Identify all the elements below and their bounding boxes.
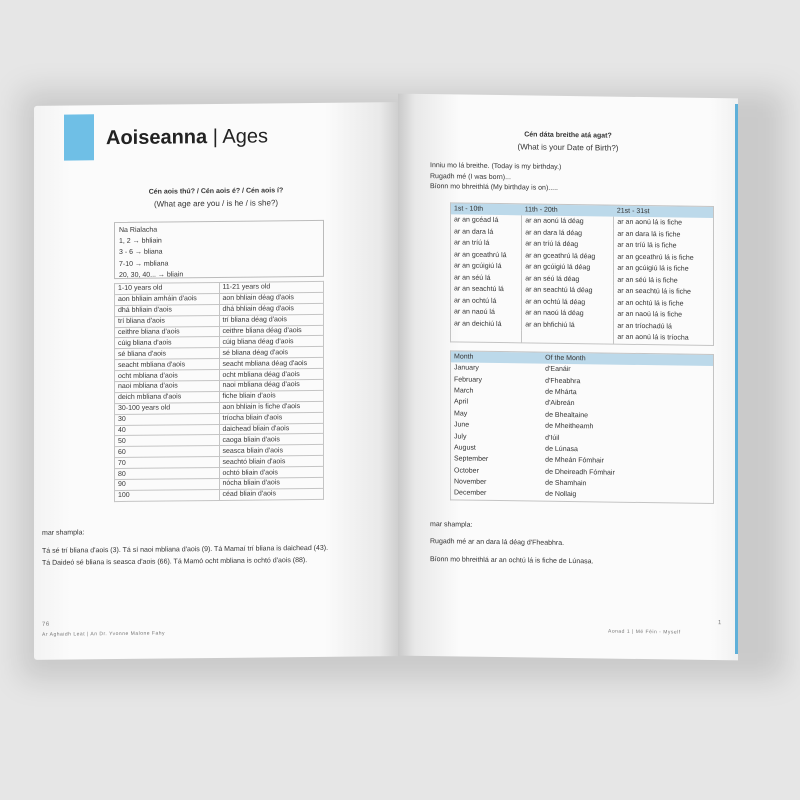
table-header: 11th - 20th — [522, 204, 614, 217]
table-cell: ar an gcéad lá — [451, 214, 522, 226]
table-cell: sé bliana d'aois — [115, 348, 220, 360]
table-cell: seasca bliain d'aois — [219, 445, 324, 457]
table-cell: aon bhliain is fiche d'aois — [219, 401, 324, 413]
title-accent-block — [64, 114, 94, 160]
table-cell: de Mhárta — [545, 388, 577, 397]
right-page — [398, 94, 738, 661]
table-cell: cúig bliana d'aois — [115, 337, 220, 349]
table-cell: deich mbliana d'aois — [115, 391, 220, 403]
table-cell: seachtó bliain d'aois — [219, 456, 324, 468]
table-cell: ar an gceathrú lá — [451, 249, 522, 261]
table-cell: ceithre bliana d'aois — [115, 326, 220, 338]
table-cell: August — [454, 444, 476, 452]
table-cell: aon bhliain amháin d'aois — [115, 293, 220, 305]
table-cell: 1-10 years old — [115, 282, 220, 294]
table-cell: ar an gceathrú lá déag — [522, 250, 614, 263]
table-cell: June — [454, 421, 470, 429]
table-cell: ar an aonú lá is tríocha — [617, 333, 689, 342]
rule-line: 20, 30, 40... → bliain — [119, 271, 184, 279]
rule-line: 1, 2 → bhliain — [119, 237, 162, 246]
table-cell: 60 — [115, 446, 220, 458]
table-header: 1st - 10th — [451, 203, 522, 215]
table-cell: ar an tríú lá — [451, 237, 522, 249]
table-cell: sé bliana déag d'aois — [219, 347, 324, 359]
table-cell: de Dheireadh Fómhair — [545, 468, 615, 477]
page-title — [106, 125, 268, 150]
table-cell: ar an gcúigiú lá déag — [522, 261, 614, 274]
table-cell: de Lúnasa — [545, 445, 578, 454]
table-cell: de Bhealtaine — [545, 411, 588, 420]
table-cell: aon bhliain déag d'aois — [219, 292, 324, 304]
table-cell: ar an seachtú lá — [451, 283, 522, 295]
question-irish: Cén aois thú? / Cén aois é? / Cén aois í? — [148, 187, 284, 196]
table-cell: ar an gcúigiú lá — [451, 260, 522, 272]
table-cell: ar an aonú lá is fiche — [617, 218, 682, 227]
intro-line: Rugadh mé (I was born)... — [430, 172, 511, 181]
example-label: mar shampla: — [42, 529, 85, 537]
title-english: | Ages — [207, 125, 268, 149]
table-cell: ochtó bliain d'aois — [219, 467, 324, 479]
table-cell: tríocha bliain d'aois — [219, 412, 324, 424]
example-line-1: Tá sé trí bliana d'aois (3). Tá sí naoi mbliana d'aois (9). Tá Mamaí trí bliana is daichead (43). — [42, 544, 329, 555]
table-cell: 30-100 years old — [115, 402, 220, 414]
table-header: Month — [451, 351, 543, 364]
table-cell: February — [454, 375, 483, 384]
table-cell: de Nollaig — [545, 491, 577, 499]
table-cell: trí bliana d'aois — [115, 315, 220, 327]
page-number: 1 — [718, 620, 722, 627]
table-cell: céad bliain d'aois — [219, 488, 324, 500]
table-row — [451, 329, 714, 345]
example-line-2: Tá Daideó sé bliana is seasca d'aois (66). Tá Mamó ocht mbliana is ochtó d'aois (88). — [42, 557, 308, 567]
footer-text: Aonad 1 | Mé Féin - Myself — [608, 628, 681, 636]
table-cell: May — [454, 410, 468, 418]
table-cell: ar an aonú lá déag — [522, 215, 614, 228]
table-cell: naoi mbliana d'aois — [115, 380, 220, 392]
table-cell: 11-21 years old — [219, 281, 324, 293]
table-cell: de Shamhain — [545, 479, 587, 488]
table-cell: ceithre bliana déag d'aois — [219, 325, 324, 337]
question-english: (What age are you / is he / is she?) — [153, 198, 279, 209]
table-cell: ar an ochtú lá — [451, 295, 522, 307]
table-cell: 40 — [115, 424, 220, 436]
table-cell: cúig bliana déag d'aois — [219, 336, 324, 348]
table-cell: ar an seachtú lá déag — [522, 284, 614, 297]
table-cell: seacht mbliana d'aois — [115, 359, 220, 371]
table-cell: ar an dara lá is fiche — [617, 230, 681, 239]
table-cell: ar an ochtú lá déag — [522, 296, 614, 309]
table-cell: ar an tríochadú lá — [617, 322, 672, 331]
table-cell: ar an seachtú lá is fiche — [617, 287, 691, 296]
table-cell — [522, 330, 614, 343]
title-irish: Aoiseanna — [106, 126, 208, 150]
table-cell: December — [454, 489, 487, 498]
table-cell: 80 — [115, 468, 220, 480]
table-cell: ar an tríú lá is fiche — [617, 241, 677, 250]
table-cell: ar an bhfichiú lá — [522, 319, 614, 332]
table-cell: ar an séú lá — [451, 272, 522, 284]
table-cell: 90 — [115, 478, 220, 490]
table-cell: July — [454, 432, 467, 441]
table-cell: 50 — [115, 435, 220, 447]
table-cell: October — [454, 467, 479, 475]
table-cell: ar an ochtú lá is fiche — [617, 299, 684, 308]
table-cell: 100 — [115, 489, 220, 501]
table-cell: 30 — [115, 413, 220, 425]
table-cell: naoi mbliana déag d'aois — [219, 379, 324, 391]
footer-text: Ar Aghaidh Leat | An Dr. Yvonne Malone Fahy — [42, 630, 166, 638]
table-header: 21st - 31st — [614, 205, 714, 218]
table-cell: d'Eanáir — [545, 365, 571, 374]
table-cell: trí bliana déag d'aois — [219, 314, 324, 326]
example-label: mar shampla: — [430, 521, 473, 529]
rule-line: 7-10 → mbliana — [119, 260, 169, 268]
table-cell: nócha bliain d'aois — [219, 477, 324, 489]
intro-line: Inniu mo lá breithe. (Today is my birthday.) — [430, 162, 562, 171]
table-cell: ar an deichiú lá — [451, 318, 522, 330]
table-cell: seacht mbliana déag d'aois — [219, 358, 324, 370]
days-table — [450, 202, 714, 345]
table-cell: ar an séú lá déag — [522, 273, 614, 286]
table-cell: ar an gceathrú lá is fiche — [617, 253, 694, 262]
intro-line: Bíonn mo bhreithlá (My birthday is on)..... — [430, 183, 558, 192]
intro-lines — [430, 161, 561, 194]
table-cell: September — [454, 455, 489, 464]
table-cell: ocht mbliana déag d'aois — [219, 368, 324, 380]
table-cell: ar an naoú lá déag — [522, 307, 614, 320]
table-cell: d'Aibreán — [545, 400, 575, 408]
table-cell: March — [454, 387, 474, 395]
page-edge-accent — [735, 104, 738, 654]
table-row — [115, 488, 324, 501]
table-cell: caoga bliain d'aois — [219, 434, 324, 446]
dob-question-irish: Cén dáta breithe atá agat? — [524, 131, 612, 140]
table-cell: ar an naoú lá is fiche — [617, 310, 682, 319]
table-cell: April — [454, 398, 469, 406]
table-cell: ar an dara lá déag — [522, 227, 614, 240]
table-cell: dhá bhliain d'aois — [115, 304, 220, 316]
table-cell: de Mheán Fómhair — [545, 456, 604, 465]
example-line-2: Bíonn mo bhreithlá ar an ochtú lá is fiche de Lúnasa. — [430, 556, 594, 566]
table-row — [451, 488, 714, 504]
table-cell: ocht mbliana d'aois — [115, 370, 220, 382]
page-number: 76 — [42, 621, 50, 628]
table-cell: fiche bliain d'aois — [219, 390, 324, 402]
table-cell: 70 — [115, 457, 220, 469]
dob-question-english: (What is your Date of Birth?) — [517, 142, 619, 153]
rules-box — [114, 220, 324, 279]
left-page — [34, 102, 398, 660]
table-cell: ar an dara lá — [451, 226, 522, 238]
months-table — [450, 350, 714, 503]
table-cell: de Mheitheamh — [545, 422, 594, 431]
table-cell: d'Iúil — [545, 434, 560, 442]
table-cell: dhá bhliain déag d'aois — [219, 303, 324, 315]
table-cell: ar an gcúigiú lá is fiche — [617, 264, 689, 273]
example-line-1: Rugadh mé ar an dara lá déag d'Fheabhra. — [430, 538, 565, 547]
table-cell — [451, 329, 522, 342]
rules-list — [119, 223, 319, 281]
table-cell: ar an séú lá is fiche — [617, 276, 678, 285]
table-cell: daichead bliain d'aois — [219, 423, 324, 435]
rule-line: 3 - 6 → bliana — [119, 248, 163, 257]
table-cell: November — [454, 478, 487, 486]
table-cell: d'Fheabhra — [545, 377, 581, 385]
ages-table — [114, 281, 324, 502]
table-cell: January — [454, 364, 479, 372]
table-cell: ar an tríú lá déag — [522, 238, 614, 251]
table-cell: ar an naoú lá — [451, 306, 522, 318]
table-header: Of the Month — [542, 352, 713, 366]
rule-line: Na Rialacha — [119, 226, 158, 235]
